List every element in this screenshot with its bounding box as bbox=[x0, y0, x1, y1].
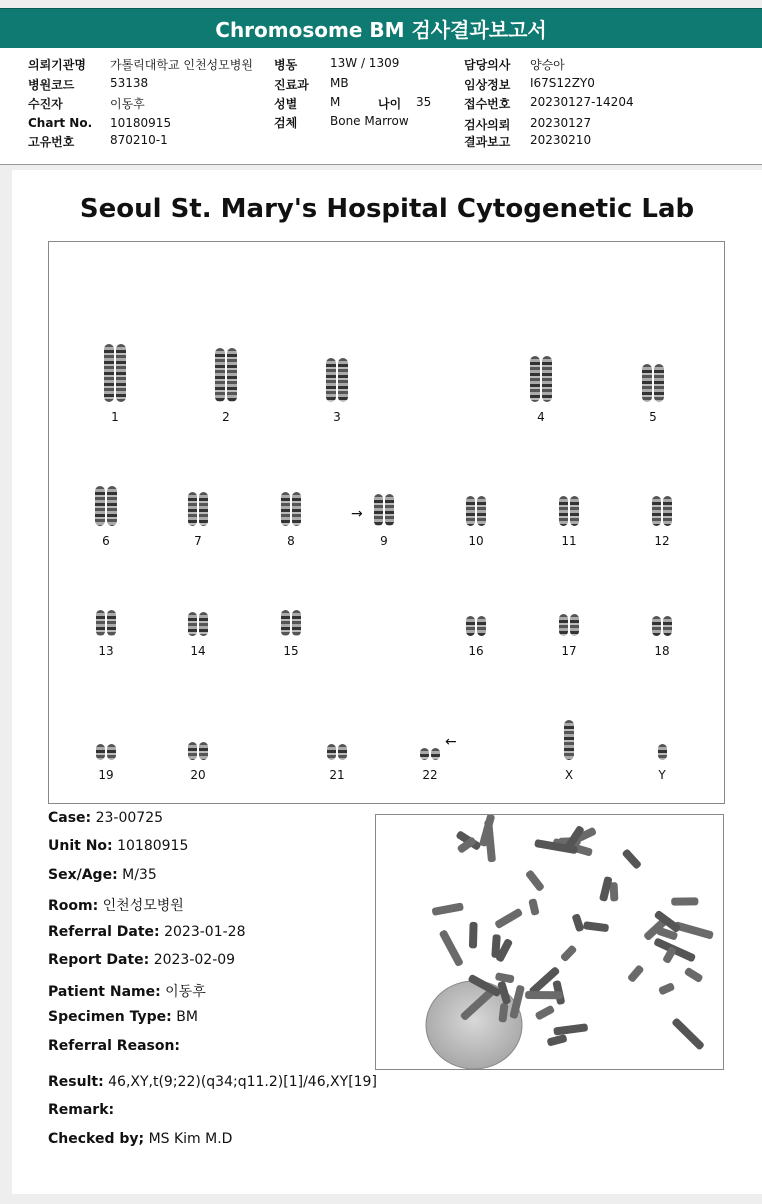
metaphase-chromosome bbox=[571, 913, 584, 932]
case-label: Case: bbox=[48, 810, 92, 826]
metaphase-chromosome bbox=[491, 934, 501, 958]
specimen-type-label: Specimen Type: bbox=[48, 1009, 172, 1025]
unique-value: 870210-1 bbox=[110, 133, 168, 147]
chromosome-21-1 bbox=[327, 744, 336, 760]
chromosome-18-2 bbox=[663, 616, 672, 636]
metaphase-chromosome bbox=[671, 897, 698, 905]
chromosome-label-20: 20 bbox=[190, 768, 206, 782]
chromosome-label-3: 3 bbox=[333, 410, 341, 424]
metaphase-chromosome bbox=[673, 921, 714, 940]
chromosome-label-21: 21 bbox=[329, 768, 345, 782]
sex-label: 성별 bbox=[274, 97, 298, 111]
metaphase-chromosome bbox=[671, 1017, 705, 1051]
chromosome-12-2 bbox=[663, 496, 672, 526]
chromosome-3-2 bbox=[338, 358, 348, 402]
abnormal-arrow-chr22: ← bbox=[445, 734, 457, 750]
specimen-label: 검체 bbox=[274, 116, 298, 130]
case-value: 23-00725 bbox=[95, 810, 164, 826]
chromosome-7-2 bbox=[199, 492, 208, 526]
chromosome-22-2 bbox=[431, 748, 440, 760]
chromosome-label-12: 12 bbox=[654, 534, 670, 548]
chromosome-1-1 bbox=[104, 344, 114, 402]
chromosome-15-2 bbox=[292, 610, 301, 636]
report-date-value: 2023-02-09 bbox=[153, 952, 236, 968]
chromosome-15-1 bbox=[281, 610, 290, 636]
unit-label: Unit No: bbox=[48, 838, 113, 854]
dept-label: 진료과 bbox=[274, 78, 309, 92]
hospital-code-label: 병원코드 bbox=[28, 78, 75, 92]
metaphase-chromosome bbox=[494, 908, 523, 930]
metaphase-chromosome bbox=[627, 964, 645, 983]
chart-label: Chart No. bbox=[28, 116, 93, 130]
specimen-value: Bone Marrow bbox=[330, 114, 409, 128]
clinical-value: I67S12ZY0 bbox=[530, 76, 595, 90]
chromosome-8-1 bbox=[281, 492, 290, 526]
chromosome-16-1 bbox=[466, 616, 475, 636]
chromosome-label-17: 17 bbox=[561, 644, 577, 658]
chromosome-2-1 bbox=[215, 348, 225, 402]
chromosome-label-5: 5 bbox=[649, 410, 657, 424]
room-value: 인천성모병원 bbox=[102, 898, 184, 914]
result-label: Result: bbox=[48, 1074, 104, 1090]
chromosome-7-1 bbox=[188, 492, 197, 526]
patient-value: 이동후 bbox=[110, 97, 145, 111]
chromosome-10-1 bbox=[466, 496, 475, 526]
chromosome-X bbox=[564, 720, 574, 760]
metaphase-chromosome bbox=[553, 1023, 588, 1035]
chromosome-8-2 bbox=[292, 492, 301, 526]
chromosome-label-16: 16 bbox=[468, 644, 484, 658]
patient-name-value: 이동후 bbox=[165, 984, 206, 1000]
chromosome-3-1 bbox=[326, 358, 336, 402]
chromosome-label-8: 8 bbox=[287, 534, 295, 548]
sexage-label: Sex/Age: bbox=[48, 867, 118, 883]
chromosome-5-1 bbox=[642, 364, 652, 402]
chromosome-label-11: 11 bbox=[561, 534, 577, 548]
chromosome-label-4: 4 bbox=[537, 410, 545, 424]
metaphase-chromosome bbox=[469, 922, 478, 949]
chromosome-9-1 bbox=[374, 494, 383, 526]
metaphase-chromosome bbox=[439, 929, 464, 967]
chromosome-13-2 bbox=[107, 610, 116, 636]
chromosome-label-22: 22 bbox=[422, 768, 438, 782]
chromosome-label-6: 6 bbox=[102, 534, 110, 548]
chromosome-1-2 bbox=[116, 344, 126, 402]
doctor-label: 담당의사 bbox=[464, 58, 511, 72]
chromosome-label-14: 14 bbox=[190, 644, 206, 658]
chromosome-16-2 bbox=[477, 616, 486, 636]
referral-label: Referral Date: bbox=[48, 924, 160, 940]
metaphase-chromosome bbox=[547, 1034, 568, 1047]
chromosome-17-1 bbox=[559, 614, 568, 636]
chromosome-label-15: 15 bbox=[283, 644, 299, 658]
referral-reason-label: Referral Reason: bbox=[48, 1038, 181, 1054]
metaphase-chromosome bbox=[658, 982, 675, 996]
institution-value: 가톨릭대학교 인천성모병원 bbox=[110, 58, 253, 72]
metaphase-chromosome bbox=[583, 921, 609, 932]
request-label: 검사의뢰 bbox=[464, 118, 511, 132]
chromosome-4-2 bbox=[542, 356, 552, 402]
patient-name-label: Patient Name: bbox=[48, 984, 161, 1000]
chromosome-20-2 bbox=[199, 742, 208, 760]
request-value: 20230127 bbox=[530, 116, 592, 130]
sexage-value: M/35 bbox=[122, 867, 157, 883]
chromosome-19-1 bbox=[96, 744, 105, 760]
chromosome-13-1 bbox=[96, 610, 105, 636]
chromosome-6-2 bbox=[107, 486, 117, 526]
accession-value: 20230127-14204 bbox=[530, 95, 634, 109]
sex-value: M bbox=[330, 95, 341, 109]
chromosome-18-1 bbox=[652, 616, 661, 636]
chromosome-11-1 bbox=[559, 496, 568, 526]
metaphase-chromosome bbox=[560, 944, 578, 962]
unit-value: 10180915 bbox=[117, 838, 189, 854]
clinical-label: 임상정보 bbox=[464, 78, 511, 92]
chromosome-12-1 bbox=[652, 496, 661, 526]
result-value: 46,XY,t(9;22)(q34;q11.2)[1]/46,XY[19] bbox=[108, 1074, 377, 1090]
chromosome-17-2 bbox=[570, 614, 579, 636]
chromosome-10-2 bbox=[477, 496, 486, 526]
metaphase-chromosome bbox=[534, 1005, 555, 1021]
karyotype-image bbox=[48, 241, 725, 804]
chromosome-19-2 bbox=[107, 744, 116, 760]
metaphase-spread-svg bbox=[376, 815, 723, 1069]
chromosome-label-1: 1 bbox=[111, 410, 119, 424]
chromosome-label-19: 19 bbox=[98, 768, 114, 782]
metaphase-chromosome bbox=[621, 848, 642, 870]
chromosome-2-2 bbox=[227, 348, 237, 402]
dept-value: MB bbox=[330, 76, 349, 90]
metaphase-chromosome bbox=[495, 972, 515, 983]
checked-label: Checked by; bbox=[48, 1131, 145, 1147]
patient-label: 수진자 bbox=[28, 97, 63, 111]
chromosome-22-1 bbox=[420, 748, 429, 760]
lab-title: Seoul St. Mary's Hospital Cytogenetic Lab bbox=[79, 194, 695, 224]
chromosome-label-9: 9 bbox=[380, 534, 388, 548]
hospital-code-value: 53138 bbox=[110, 76, 149, 90]
chart-value: 10180915 bbox=[110, 116, 172, 130]
chromosome-label-X: X bbox=[564, 768, 574, 782]
metaphase-chromosome bbox=[431, 902, 464, 916]
room-label: Room: bbox=[48, 898, 99, 914]
unique-label: 고유번호 bbox=[28, 135, 75, 149]
specimen-type-value: BM bbox=[176, 1009, 198, 1025]
patient-header bbox=[0, 48, 762, 165]
report-title: Chromosome BM 검사결과보고서 bbox=[215, 18, 547, 42]
result-date-label: 결과보고 bbox=[464, 135, 511, 149]
chromosome-14-2 bbox=[199, 612, 208, 636]
age-value: 35 bbox=[416, 95, 432, 109]
result-date-value: 20230210 bbox=[530, 133, 592, 147]
chromosome-20-1 bbox=[188, 742, 197, 760]
accession-label: 접수번호 bbox=[464, 97, 511, 111]
report-body bbox=[12, 170, 762, 1194]
report-date-label: Report Date: bbox=[48, 952, 150, 968]
chromosome-label-13: 13 bbox=[98, 644, 114, 658]
ward-value: 13W / 1309 bbox=[330, 56, 400, 70]
referral-value: 2023-01-28 bbox=[164, 924, 246, 940]
chromosome-14-1 bbox=[188, 612, 197, 636]
metaphase-chromosome bbox=[684, 967, 704, 984]
chromosome-4-1 bbox=[530, 356, 540, 402]
remark-label: Remark: bbox=[48, 1102, 115, 1118]
chromosome-21-2 bbox=[338, 744, 347, 760]
institution-label: 의뢰기관명 bbox=[28, 58, 86, 72]
chromosome-label-2: 2 bbox=[222, 410, 230, 424]
metaphase-chromosome bbox=[528, 898, 540, 916]
report-title-bar bbox=[0, 8, 762, 49]
abnormal-arrow-chr9: → bbox=[351, 506, 363, 522]
chromosome-label-18: 18 bbox=[654, 644, 670, 658]
doctor-value: 양승아 bbox=[530, 58, 565, 72]
chromosome-Y bbox=[658, 744, 667, 760]
metaphase-chromosome bbox=[525, 869, 545, 892]
metaphase-image bbox=[375, 814, 724, 1070]
chromosome-9-2 bbox=[385, 494, 394, 526]
chromosome-5-2 bbox=[654, 364, 664, 402]
checked-value: MS Kim M.D bbox=[148, 1131, 233, 1147]
chromosome-label-7: 7 bbox=[194, 534, 202, 548]
chromosome-label-10: 10 bbox=[468, 534, 484, 548]
age-label: 나이 bbox=[378, 97, 402, 111]
ward-label: 병동 bbox=[274, 58, 298, 72]
chromosome-11-2 bbox=[570, 496, 579, 526]
chromosome-6-1 bbox=[95, 486, 105, 526]
chromosome-label-Y: Y bbox=[658, 768, 666, 782]
metaphase-chromosome bbox=[525, 991, 563, 999]
